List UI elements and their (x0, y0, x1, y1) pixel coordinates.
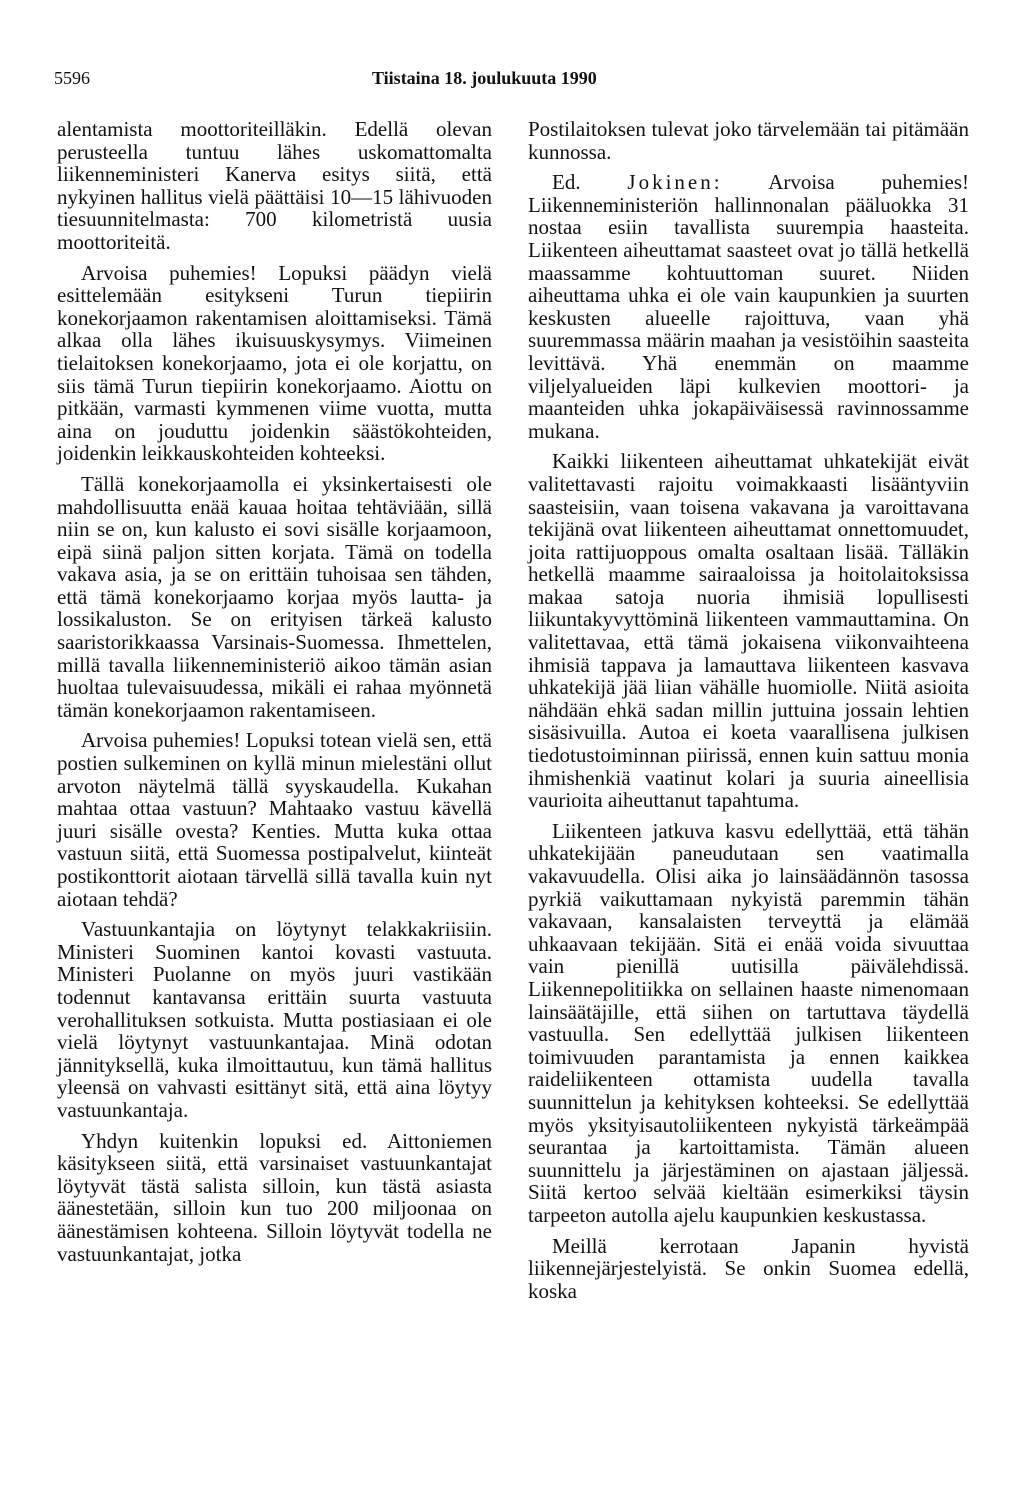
paragraph: Meillä kerrotaan Japanin hyvistä liikennejärjestelyistä. Se onkin Suomea edellä, koska (528, 1233, 969, 1303)
page-number: 5596 (54, 68, 90, 88)
left-column (57, 118, 492, 1273)
speaker-name: Jokinen: (627, 170, 723, 195)
speaker-prefix: Ed. (552, 170, 581, 195)
paragraph: Liikenteen jatkuva kasvu edellyttää, että tähän uhkatekijään paneudutaan sen vaatimalla vakavuudella. Olisi aika jo lainsäädännön tasossa pyrkiä vaikuttamaan nykyistä paremmin tähän vakavaan, kansalaisten terveyttä ja elämää uhkaavaan tekijään. Sitä ei enää voida sivuuttaa vain pienillä uutisilla päivälehdissä. Liikennepolitiikka on sellainen haaste nimenomaan lainsäätäjille, että siihen on tartuttava täydellä vastuulla. Sen edellyttää julkisen liikenteen toimivuuden parantamista ja ennen kaikkea raideliikenteen ottamista uudella tavalla suunnittelun ja kehityksen kohteeksi. Se edellyttää myös yksityisautoliikenteen nykyistä tärkeämpää seurantaa ja kartoittamista. Tämän alueen suunnittelu ja järjestäminen on ajastaan jäljessä. Siitä kertoo selvää kieltään esimerkiksi täysin tarpeeton autolla ajelu kaupunkien keskustassa. (528, 818, 969, 1227)
right-column (528, 118, 969, 1310)
page-header (54, 68, 970, 98)
page-date: Tiistaina 18. joulukuuta 1990 (372, 68, 597, 88)
paragraph: Arvoisa puhemies! Lopuksi totean vielä sen, että postien sulkeminen on kyllä minun mielestäni ollut arvoton näytelmä tällä syyskaudella. Kukahan mahtaa ottaa vastuun? Mahtaako vastuu kävellä juuri sisälle ovesta? Kenties. Mutta kuka ottaa vastuun siitä, että Suomessa postipalvelut, kiinteät postikonttorit aiotaan tärvellä sillä tavalla kuin nyt aiotaan tehdä? (57, 728, 492, 911)
speaker-text: Arvoisa puhemies! Liikenneministeriön hallinnonalan pääluokka 31 nostaa esiin tavallista suurempia haasteita. Liikenteen aiheuttamat saasteet ovat jo tällä hetkellä maassamme kohtuuttoman suuret. Niiden aiheuttama uhka ei ole vain kaupunkien ja suurten keskusten alueelle rajoittuva, vaan yhä suuremmassa määrin maahan ja vesistöihin saasteita levittävä. Yhä enemmän on maamme viljelyalueiden läpi kulkevien moottori- ja maanteiden uhka jokapäiväisessä ravinnossamme mukana. (528, 170, 969, 443)
paragraph: Vastuunkantajia on löytynyt telakkakriisiin. Ministeri Suominen kantoi kovasti vastuuta. Ministeri Puolanne on myös juuri vastikään todennut kantavansa erittäin suurta vastuuta verohallituksen sotkuista. Mutta postiasiaan ei ole vielä löytynyt vastuunkantajaa. Minä odotan jännityksellä, kuka ilmoittautuu, kun tämä hallitus yleensä on vahvasti esittänyt sitä, että aina löytyy vastuunkantaja. (57, 917, 492, 1122)
paragraph: Arvoisa puhemies! Lopuksi päädyn vielä esittelemään esitykseni Turun tiepiirin konekorjaamon rakentamisen aloittamiseksi. Tämä alkaa olla lähes ikuisuuskysymys. Viimeinen tielaitoksen konekorjaamo, jota ei ole korjattu, on siis tämä Turun tiepiirin konekorjaamo. Aiottu on pitkään, varmasti kymmenen viime vuotta, mutta aina on jouduttu joidenkin säästökohteiden, joidenkin leikkauskohteiden kohteeksi. (57, 260, 492, 466)
speaker-paragraph (528, 171, 969, 442)
paragraph: Postilaitoksen tulevat joko tärvelemään tai pitämään kunnossa. (528, 117, 969, 164)
paragraph: Tällä konekorjaamolla ei yksinkertaisesti ole mahdollisuutta enää kauaa hoitaa tehtäviään, sillä niin se on, kun kalusto ei sovi sisälle korjaamoon, eipä siinä paljon sitten korjata. Tämä on todella vakava asia, ja se on erittäin tuhoisaa sen tähden, että tämä konekorjaamo korjaa myös lautta- ja lossikaluston. Se on erityisen tärkeä kalusto saaristorikkaassa Varsinais-Suomessa. Ihmettelen, millä tavalla liikenneministeriö aikoo tämän asian huoltaa tulevaisuudessa, mikäli ei rahaa myönnetä tämän konekorjaamon rakentamiseen. (57, 471, 492, 722)
paragraph: Yhdyn kuitenkin lopuksi ed. Aittoniemen käsitykseen siitä, että varsinaiset vastuunkantajat löytyvät tästä salista silloin, kun tästä asiasta äänestetään, silloin kun tuo 200 miljoonaa on äänestämisen kohteena. Silloin löytyvät todella ne vastuunkantajat, jotka (57, 1128, 492, 1266)
paragraph: alentamista moottoriteilläkin. Edellä olevan perusteella tuntuu lähes uskomattomalta liikenneministeri Kanerva esitys siitä, että nykyinen hallitus vielä päättäisi 10—15 lähivuoden tiesuunnitelmasta: 700 kilometristä uusia moottoriteitä. (57, 117, 492, 254)
paragraph: Kaikki liikenteen aiheuttamat uhkatekijät eivät valitettavasti rajoitu voimakkaasti lisääntyviin saasteisiin, vaan toisena vakavana ja varoittavana tekijänä ovat liikenteen aiheuttamat onnettomuudet, joita rattijuoppous omalta osaltaan lisää. Tälläkin hetkellä maamme sairaaloissa ja hoitolaitoksissa makaa satoja nuoria ihmisiä lopullisesti liikuntakyvyttöminä liikenteen vammauttamina. On valitettavaa, että tämä jokaisena viikonvaihteena ihmisiä tappava ja lamauttava liikenteen kasvava uhkatekijä jää liian vähälle huomiolle. Niitä asioita nähdään ehkä sadan millin juttuina jossain lehtien sisäsivuilla. Autoa ei koeta vaarallisena julkisen tiedotustoiminnan piirissä, ennen kuin sattuu monia ihmishenkiä vaatinut kolari ja suuria aineellisia vaurioita aiheuttanut tapahtuma. (528, 449, 969, 813)
